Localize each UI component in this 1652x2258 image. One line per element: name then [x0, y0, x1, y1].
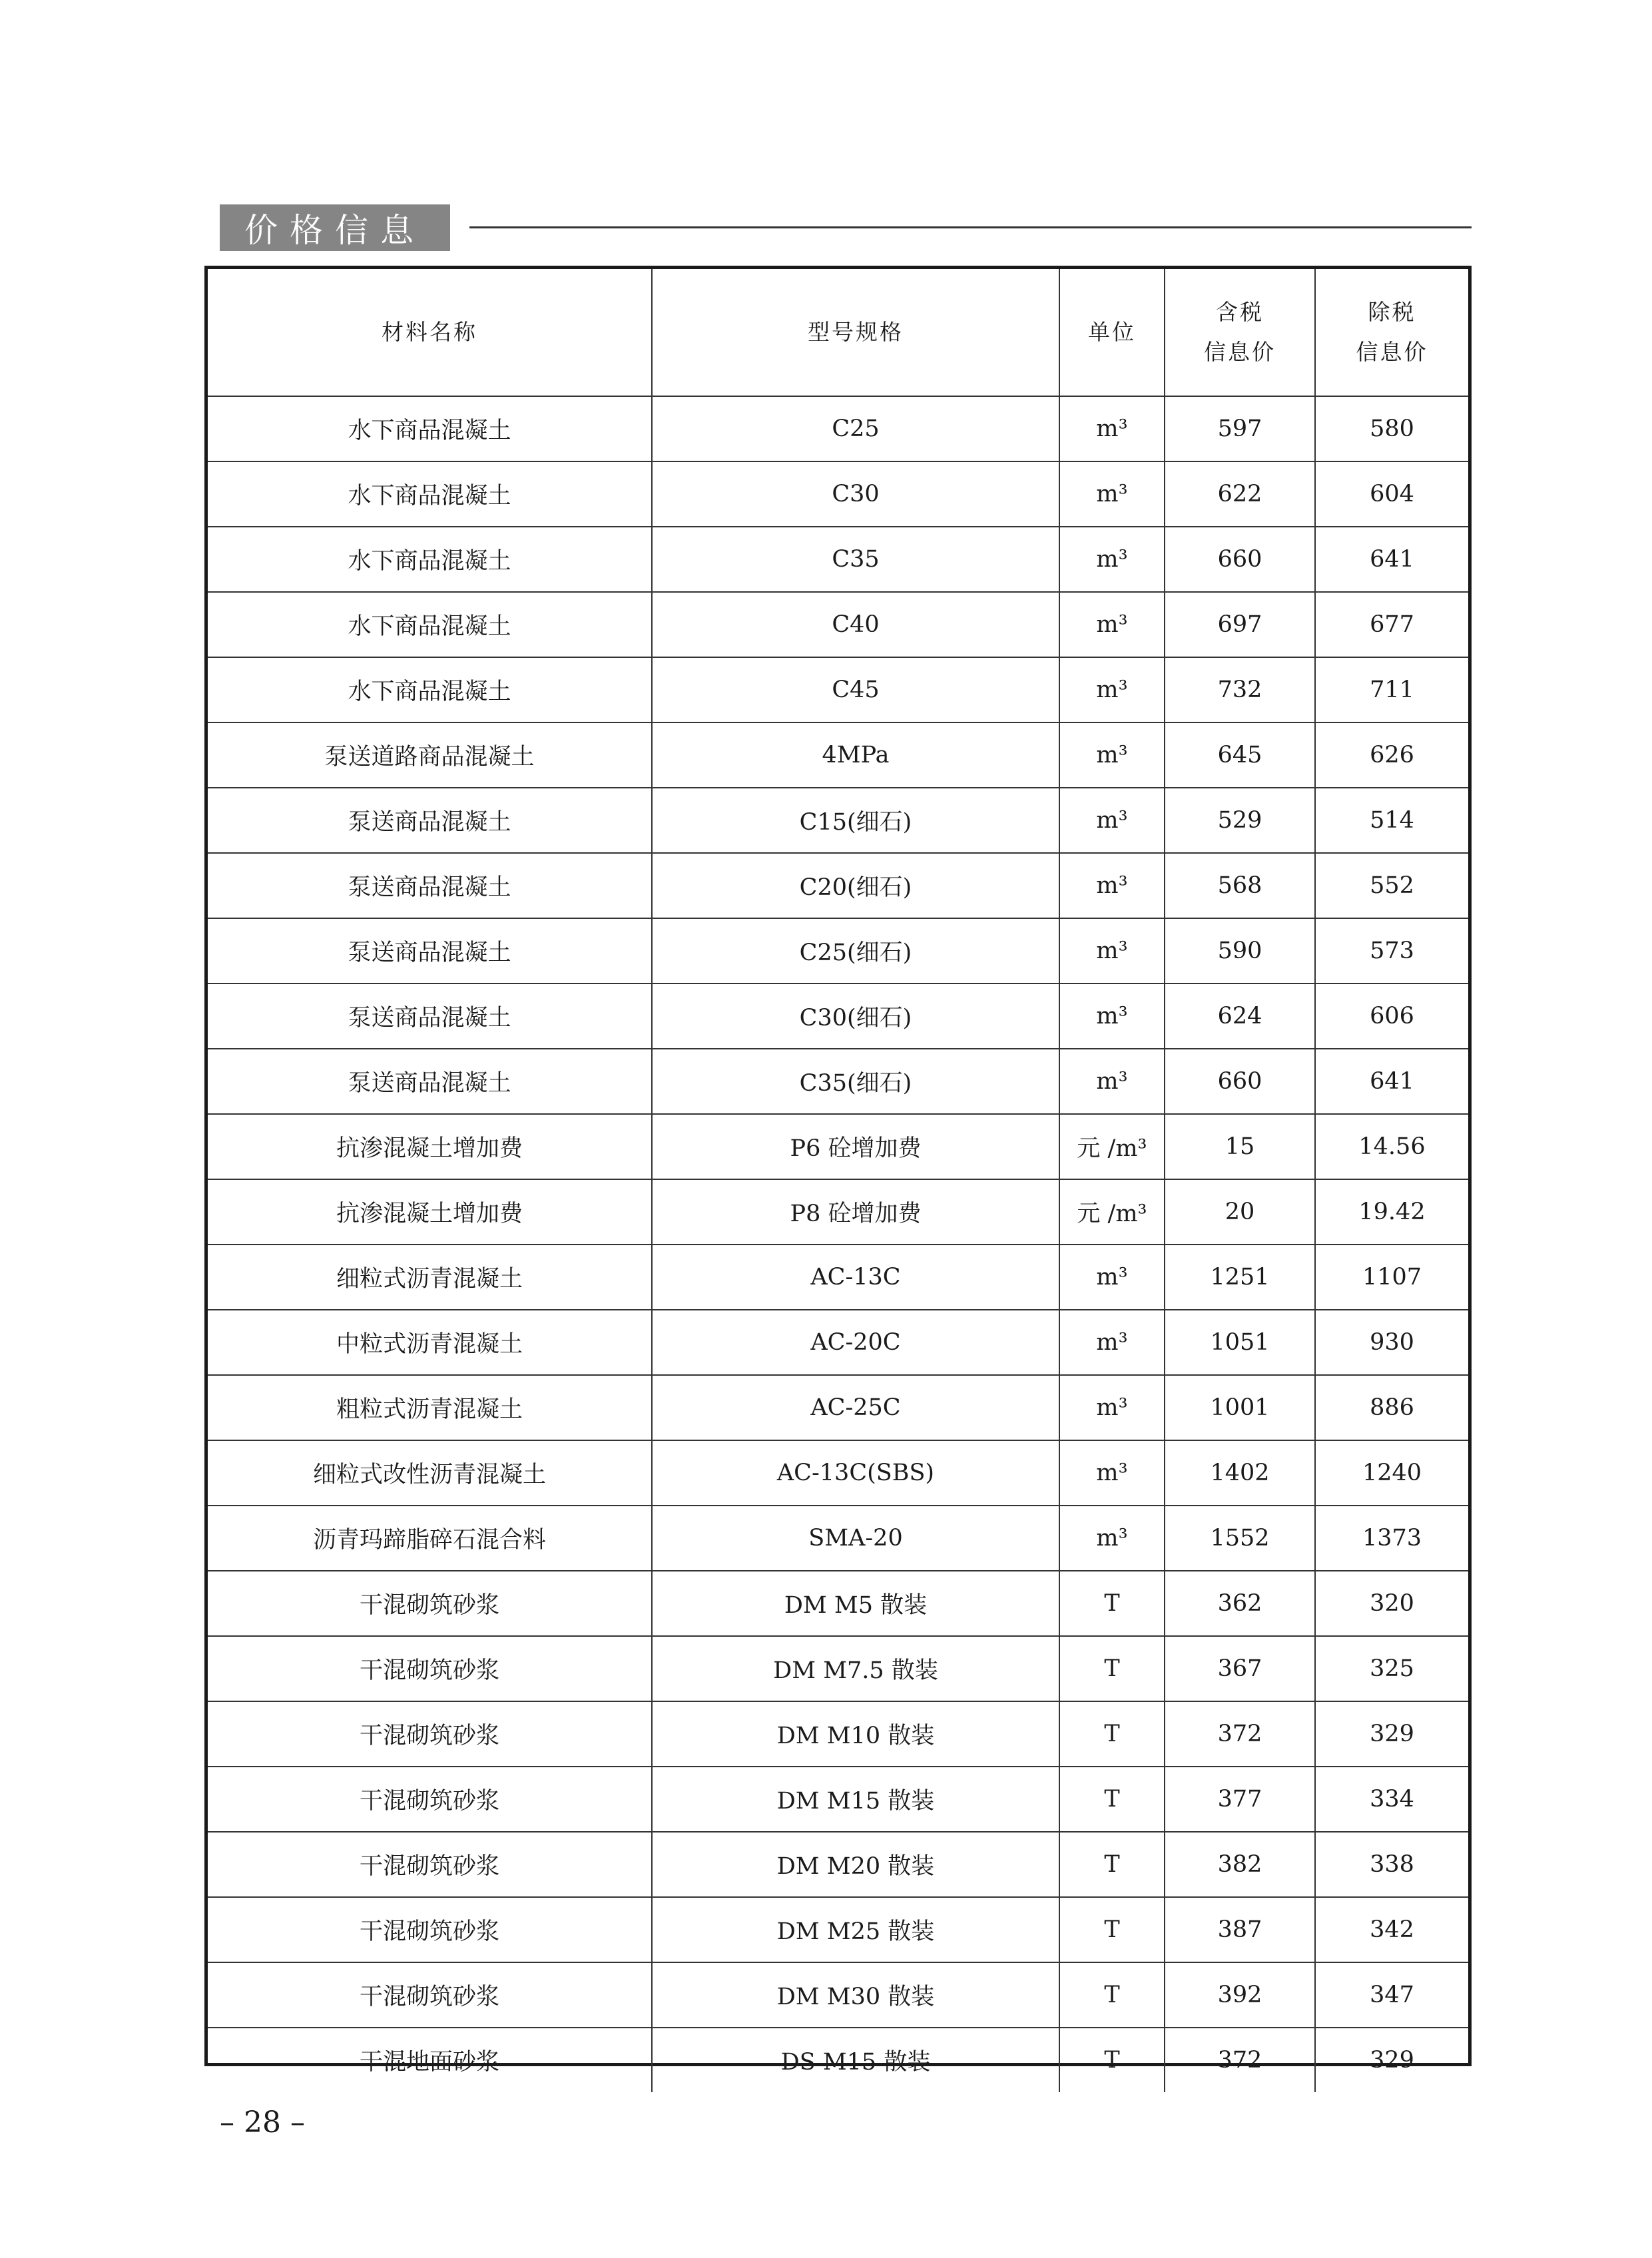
cell-unit: m³	[1059, 918, 1165, 984]
table-row	[208, 1506, 1468, 1571]
table-row	[208, 461, 1468, 527]
cell-untaxed-price: 1107	[1315, 1245, 1468, 1310]
cell-taxed-price: 697	[1165, 592, 1315, 657]
cell-taxed-price: 1001	[1165, 1375, 1315, 1440]
cell-spec: DM M15 散装	[652, 1767, 1059, 1832]
table-row	[208, 722, 1468, 788]
table-row	[208, 1701, 1468, 1767]
header-spec: 型号规格	[652, 269, 1059, 396]
header-unit: 单位	[1059, 269, 1165, 396]
cell-unit: T	[1059, 2028, 1165, 2092]
cell-spec: C45	[652, 657, 1059, 722]
cell-unit: m³	[1059, 1440, 1165, 1506]
cell-unit: m³	[1059, 984, 1165, 1049]
table-row	[208, 1897, 1468, 1962]
cell-material-name: 泵送商品混凝土	[208, 853, 652, 918]
table-row	[208, 1571, 1468, 1636]
cell-unit: T	[1059, 1571, 1165, 1636]
cell-taxed-price: 377	[1165, 1767, 1315, 1832]
table-row	[208, 918, 1468, 984]
cell-unit: m³	[1059, 853, 1165, 918]
cell-spec: AC-20C	[652, 1310, 1059, 1375]
cell-material-name: 中粒式沥青混凝土	[208, 1310, 652, 1375]
cell-material-name: 水下商品混凝土	[208, 527, 652, 592]
cell-untaxed-price: 930	[1315, 1310, 1468, 1375]
table-row	[208, 1310, 1468, 1375]
cell-taxed-price: 387	[1165, 1897, 1315, 1962]
cell-untaxed-price: 641	[1315, 1049, 1468, 1114]
header-material-name: 材料名称	[208, 269, 652, 396]
cell-material-name: 干混砌筑砂浆	[208, 1962, 652, 2028]
cell-material-name: 细粒式沥青混凝土	[208, 1245, 652, 1310]
cell-untaxed-price: 347	[1315, 1962, 1468, 2028]
cell-spec: DM M30 散装	[652, 1962, 1059, 2028]
cell-material-name: 水下商品混凝土	[208, 461, 652, 527]
cell-unit: T	[1059, 1832, 1165, 1897]
cell-taxed-price: 622	[1165, 461, 1315, 527]
cell-untaxed-price: 552	[1315, 853, 1468, 918]
cell-taxed-price: 529	[1165, 788, 1315, 853]
cell-taxed-price: 367	[1165, 1636, 1315, 1701]
cell-untaxed-price: 626	[1315, 722, 1468, 788]
table-row	[208, 396, 1468, 461]
cell-unit: 元 /m³	[1059, 1114, 1165, 1179]
cell-taxed-price: 15	[1165, 1114, 1315, 1179]
cell-taxed-price: 1251	[1165, 1245, 1315, 1310]
cell-spec: C15(细石)	[652, 788, 1059, 853]
cell-material-name: 泵送商品混凝土	[208, 918, 652, 984]
cell-material-name: 泵送商品混凝土	[208, 1049, 652, 1114]
cell-taxed-price: 382	[1165, 1832, 1315, 1897]
cell-taxed-price: 590	[1165, 918, 1315, 984]
table-row	[208, 1114, 1468, 1179]
cell-spec: P8 砼增加费	[652, 1179, 1059, 1245]
cell-untaxed-price: 338	[1315, 1832, 1468, 1897]
cell-unit: m³	[1059, 396, 1165, 461]
cell-untaxed-price: 329	[1315, 1701, 1468, 1767]
cell-spec: C35(细石)	[652, 1049, 1059, 1114]
cell-spec: P6 砼增加费	[652, 1114, 1059, 1179]
cell-spec: AC-25C	[652, 1375, 1059, 1440]
header-taxed-line1: 含税	[1216, 299, 1264, 325]
cell-unit: m³	[1059, 1506, 1165, 1571]
cell-material-name: 泵送商品混凝土	[208, 788, 652, 853]
table-row	[208, 1962, 1468, 2028]
table-row	[208, 1049, 1468, 1114]
cell-untaxed-price: 580	[1315, 396, 1468, 461]
cell-material-name: 沥青玛蹄脂碎石混合料	[208, 1506, 652, 1571]
cell-unit: T	[1059, 1897, 1165, 1962]
table-row	[208, 1767, 1468, 1832]
cell-taxed-price: 20	[1165, 1179, 1315, 1245]
cell-taxed-price: 362	[1165, 1571, 1315, 1636]
cell-spec: C25	[652, 396, 1059, 461]
cell-spec: AC-13C(SBS)	[652, 1440, 1059, 1506]
cell-material-name: 粗粒式沥青混凝土	[208, 1375, 652, 1440]
table-row	[208, 527, 1468, 592]
header-taxed-price	[1165, 269, 1315, 396]
cell-taxed-price: 660	[1165, 527, 1315, 592]
cell-unit: m³	[1059, 1375, 1165, 1440]
cell-unit: T	[1059, 1962, 1165, 2028]
cell-untaxed-price: 1373	[1315, 1506, 1468, 1571]
cell-unit: m³	[1059, 592, 1165, 657]
cell-spec: 4MPa	[652, 722, 1059, 788]
cell-taxed-price: 732	[1165, 657, 1315, 722]
cell-spec: DM M5 散装	[652, 1571, 1059, 1636]
cell-untaxed-price: 677	[1315, 592, 1468, 657]
cell-untaxed-price: 604	[1315, 461, 1468, 527]
header-untaxed-price	[1315, 269, 1468, 396]
cell-untaxed-price: 334	[1315, 1767, 1468, 1832]
cell-untaxed-price: 1240	[1315, 1440, 1468, 1506]
cell-unit: T	[1059, 1767, 1165, 1832]
cell-untaxed-price: 325	[1315, 1636, 1468, 1701]
cell-material-name: 干混砌筑砂浆	[208, 1701, 652, 1767]
cell-taxed-price: 568	[1165, 853, 1315, 918]
section-divider-line	[469, 226, 1472, 228]
table-row	[208, 1440, 1468, 1506]
cell-taxed-price: 392	[1165, 1962, 1315, 2028]
cell-taxed-price: 372	[1165, 1701, 1315, 1767]
cell-material-name: 干混砌筑砂浆	[208, 1636, 652, 1701]
cell-material-name: 干混砌筑砂浆	[208, 1832, 652, 1897]
header-untaxed-line1: 除税	[1368, 299, 1416, 325]
cell-unit: m³	[1059, 722, 1165, 788]
cell-spec: C30(细石)	[652, 984, 1059, 1049]
cell-material-name: 干混砌筑砂浆	[208, 1897, 652, 1962]
cell-untaxed-price: 19.42	[1315, 1179, 1468, 1245]
cell-taxed-price: 1552	[1165, 1506, 1315, 1571]
cell-spec: DM M10 散装	[652, 1701, 1059, 1767]
header-untaxed-line2: 信息价	[1356, 339, 1428, 365]
cell-unit: m³	[1059, 1310, 1165, 1375]
table-row	[208, 1375, 1468, 1440]
cell-material-name: 水下商品混凝土	[208, 657, 652, 722]
cell-material-name: 水下商品混凝土	[208, 592, 652, 657]
cell-unit: 元 /m³	[1059, 1179, 1165, 1245]
table-row	[208, 1245, 1468, 1310]
cell-spec: DS M15 散装	[652, 2028, 1059, 2092]
cell-taxed-price: 660	[1165, 1049, 1315, 1114]
table-row	[208, 592, 1468, 657]
cell-spec: C30	[652, 461, 1059, 527]
cell-unit: m³	[1059, 788, 1165, 853]
cell-untaxed-price: 606	[1315, 984, 1468, 1049]
cell-taxed-price: 1051	[1165, 1310, 1315, 1375]
cell-spec: SMA-20	[652, 1506, 1059, 1571]
header-taxed-line2: 信息价	[1204, 339, 1276, 365]
cell-untaxed-price: 573	[1315, 918, 1468, 984]
cell-spec: AC-13C	[652, 1245, 1059, 1310]
cell-untaxed-price: 641	[1315, 527, 1468, 592]
cell-untaxed-price: 886	[1315, 1375, 1468, 1440]
section-title: 价格信息	[244, 211, 425, 250]
cell-taxed-price: 372	[1165, 2028, 1315, 2092]
price-table-frame	[204, 266, 1472, 2076]
cell-material-name: 泵送道路商品混凝土	[208, 722, 652, 788]
cell-material-name: 干混砌筑砂浆	[208, 1571, 652, 1636]
cell-spec: C20(细石)	[652, 853, 1059, 918]
table-row	[208, 2028, 1468, 2092]
cell-spec: DM M25 散装	[652, 1897, 1059, 1962]
table-header-row	[208, 269, 1468, 396]
cell-unit: m³	[1059, 461, 1165, 527]
cell-spec: C40	[652, 592, 1059, 657]
cell-unit: T	[1059, 1636, 1165, 1701]
cell-unit: m³	[1059, 1049, 1165, 1114]
table-row	[208, 788, 1468, 853]
cell-unit: T	[1059, 1701, 1165, 1767]
cell-unit: m³	[1059, 1245, 1165, 1310]
table-row	[208, 1179, 1468, 1245]
cell-untaxed-price: 514	[1315, 788, 1468, 853]
cell-spec: C35	[652, 527, 1059, 592]
cell-untaxed-price: 342	[1315, 1897, 1468, 1962]
cell-untaxed-price: 14.56	[1315, 1114, 1468, 1179]
page-number: – 28 –	[220, 2106, 305, 2139]
cell-material-name: 干混砌筑砂浆	[208, 1767, 652, 1832]
section-title-tab	[220, 204, 450, 251]
table-row	[208, 853, 1468, 918]
cell-material-name: 泵送商品混凝土	[208, 984, 652, 1049]
cell-taxed-price: 645	[1165, 722, 1315, 788]
cell-unit: m³	[1059, 527, 1165, 592]
cell-taxed-price: 1402	[1165, 1440, 1315, 1506]
cell-untaxed-price: 320	[1315, 1571, 1468, 1636]
cell-material-name: 细粒式改性沥青混凝土	[208, 1440, 652, 1506]
cell-material-name: 干混地面砂浆	[208, 2028, 652, 2092]
cell-spec: C25(细石)	[652, 918, 1059, 984]
table-row	[208, 984, 1468, 1049]
cell-material-name: 抗渗混凝土增加费	[208, 1114, 652, 1179]
cell-untaxed-price: 329	[1315, 2028, 1468, 2092]
cell-material-name: 水下商品混凝土	[208, 396, 652, 461]
price-table	[208, 269, 1468, 2092]
cell-taxed-price: 624	[1165, 984, 1315, 1049]
table-body	[208, 396, 1468, 2092]
cell-taxed-price: 597	[1165, 396, 1315, 461]
table-row	[208, 1636, 1468, 1701]
cell-unit: m³	[1059, 657, 1165, 722]
table-row	[208, 1832, 1468, 1897]
table-row	[208, 657, 1468, 722]
cell-untaxed-price: 711	[1315, 657, 1468, 722]
cell-spec: DM M7.5 散装	[652, 1636, 1059, 1701]
cell-spec: DM M20 散装	[652, 1832, 1059, 1897]
cell-material-name: 抗渗混凝土增加费	[208, 1179, 652, 1245]
